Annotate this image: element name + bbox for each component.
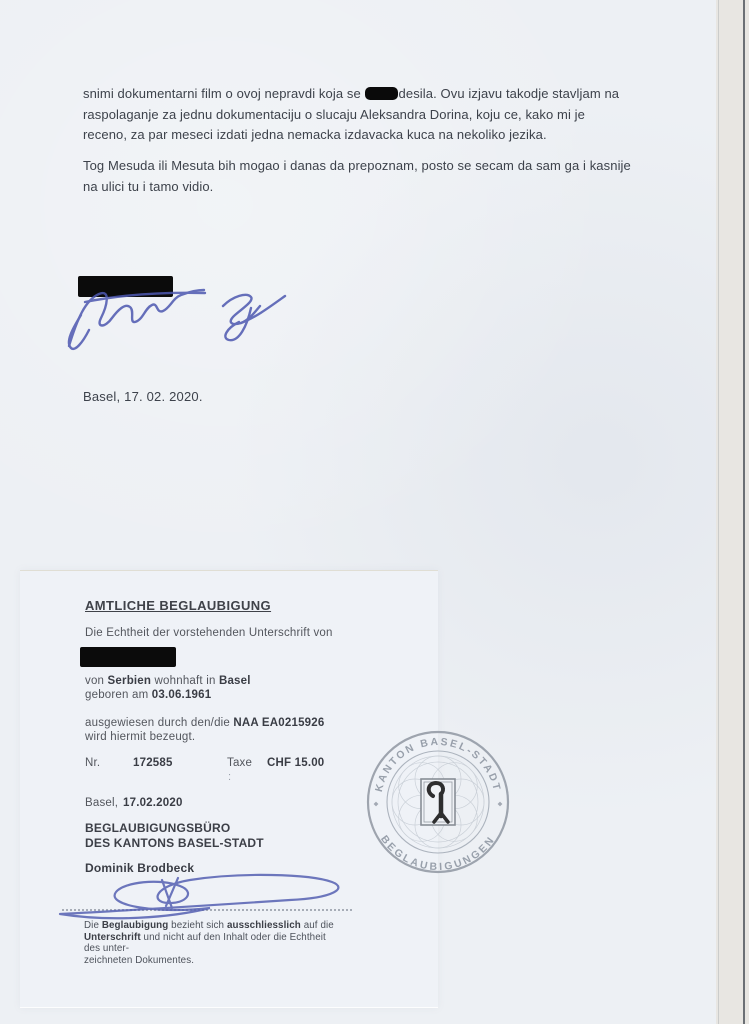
office-name-line2: DES KANTONS BASEL-STADT	[85, 836, 264, 850]
office-name-line1: BEGLAUBIGUNGSBÜRO	[85, 821, 231, 835]
declarant-signature	[55, 268, 305, 363]
stamp-side-star-right	[498, 802, 503, 807]
signature-stroke	[223, 295, 260, 324]
statement-line	[83, 84, 619, 105]
signature-stroke	[60, 875, 338, 918]
text-segment: wohnhaft in	[151, 675, 219, 687]
officer-signature	[50, 862, 360, 922]
text-segment: von	[85, 675, 108, 687]
text-segment: Beglaubigung	[101, 920, 169, 931]
disclaimer-line	[84, 955, 344, 967]
text-segment: bezieht sich	[168, 920, 227, 931]
taxe-label: Taxe	[227, 757, 253, 769]
text-segment: NAA EA0215926	[233, 717, 325, 729]
text-segment: Serbien	[107, 675, 152, 687]
text-segment: und nicht auf den Inhalt oder die Echtheit des unter-	[84, 931, 326, 955]
text-segment: Unterschrift	[84, 931, 141, 943]
text-segment: ausschliesslich	[226, 920, 301, 931]
stamp-top-text: KANTON BASEL-STADT	[373, 736, 503, 794]
certification-disclaimer	[84, 920, 344, 966]
statement-paragraph-2	[83, 156, 631, 197]
text-segment: 03.06.1961	[151, 689, 212, 701]
text-segment: Basel	[218, 675, 251, 687]
attestation-line: wird hiermit bezeugt.	[85, 731, 196, 743]
origin-line	[85, 675, 251, 687]
text-segment: raspolaganje za jednu dokumentaciju o slucaju Aleksandra Dorina, koju ce, kako mi je	[83, 106, 585, 122]
disclaimer-line	[84, 932, 344, 955]
stamp-bottom-text: BEGLAUBIGUNGEN	[378, 833, 498, 874]
statement-line	[83, 125, 619, 146]
inline-redaction	[365, 87, 398, 100]
page-edge-shadow	[743, 0, 745, 1024]
statement-line	[83, 177, 631, 198]
signature-stroke	[69, 315, 89, 349]
certification-intro: Die Echtheit der vorstehenden Unterschrift von	[85, 627, 333, 639]
taxe-colon: :	[228, 771, 232, 783]
notary-stamp	[362, 726, 514, 878]
birthdate-line	[85, 689, 211, 701]
signature-stroke	[241, 296, 285, 323]
cert-date-value: 17.02.2020	[123, 797, 183, 809]
text-segment: na ulici tu i tamo vidio.	[83, 178, 214, 194]
statement-line	[83, 105, 619, 126]
id-document-line	[85, 717, 324, 729]
text-segment: snimi dokumentarni film o ovoj nepravdi koja se	[83, 86, 365, 101]
text-segment: Tog Mesuda ili Mesuta bih mogao i danas da prepoznam, posto se secam da sam ga i kasnije	[83, 158, 631, 173]
taxe-value: CHF 15.00	[267, 757, 325, 769]
paper-edge	[718, 0, 719, 1024]
statement-place-date: Basel, 17. 02. 2020.	[83, 389, 203, 404]
redaction-bar-certified-name	[80, 647, 176, 667]
certification-heading: AMTLICHE BEGLAUBIGUNG	[85, 598, 272, 613]
stamp-emblem-basel-staff	[421, 779, 455, 825]
text-segment: desila. Ovu izjavu takodje stavljam na	[398, 86, 620, 101]
statement-paragraph-1	[83, 84, 619, 146]
text-segment: geboren am	[85, 689, 152, 701]
officer-name: Dominik Brodbeck	[85, 861, 195, 875]
nr-label: Nr.	[85, 757, 101, 769]
nr-value: 172585	[133, 757, 173, 769]
stamp-side-star-left	[374, 802, 379, 807]
text-segment: Die	[84, 920, 102, 931]
statement-line	[83, 156, 631, 177]
text-segment: receno, za par meseci izdati jedna nemacka izdavacka kuca na nekoliko jezika.	[83, 127, 547, 143]
text-segment: auf die	[300, 920, 334, 931]
cert-place-label: Basel,	[85, 797, 119, 809]
text-segment: ausgewiesen durch den/die	[85, 717, 234, 729]
signature-stroke	[69, 290, 204, 346]
text-segment: zeichneten Dokumentes.	[84, 954, 195, 966]
